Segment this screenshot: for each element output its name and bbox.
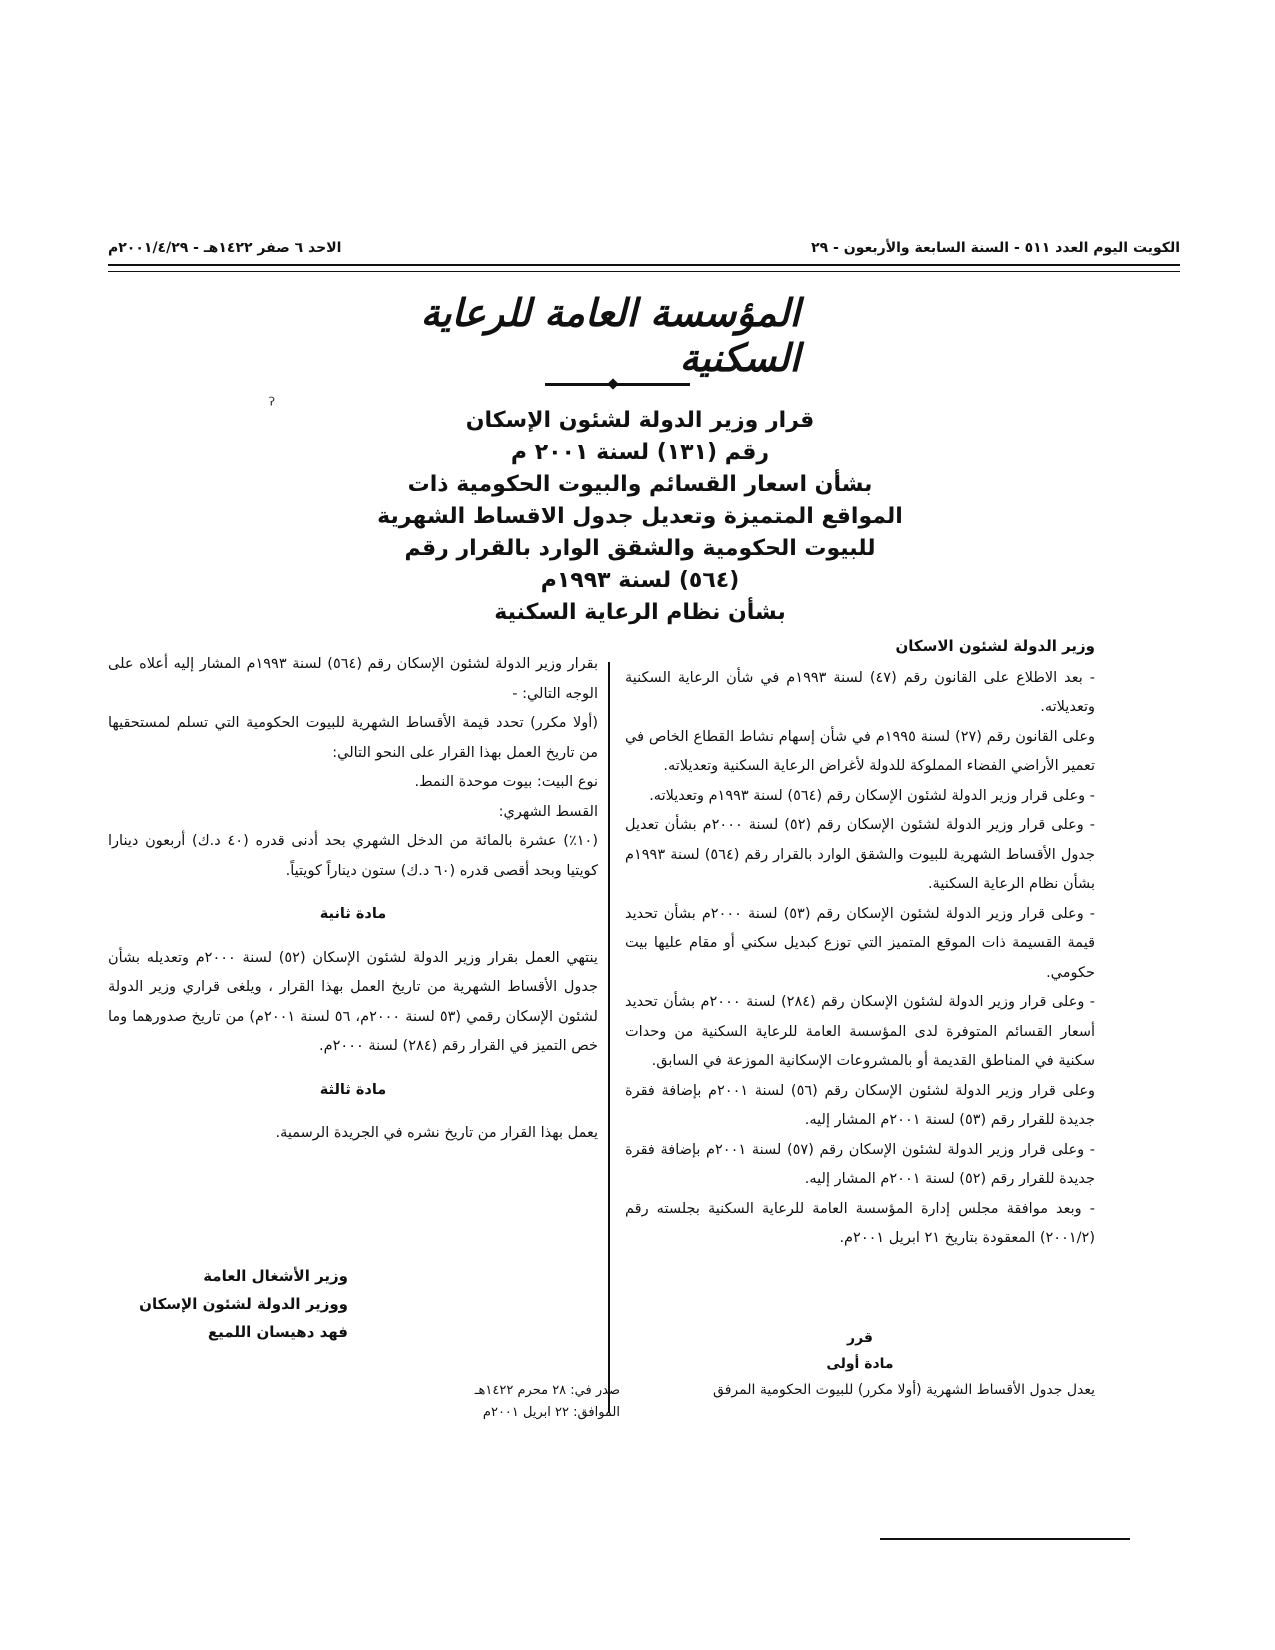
- signatory-title-2: ووزير الدولة لشئون الإسكان: [139, 1295, 348, 1313]
- preamble-paragraph: - وعلى قرار وزير الدولة لشئون الإسكان رقم (٥٣) لسنة ٢٠٠٠م بشأن تحديد قيمة القسيمة ذات الموقع المتميز التي توزع كبديل سكني أو مقام عليها بيت حكومي.: [625, 905, 1095, 981]
- margin-mark: ˀ: [268, 393, 276, 417]
- signatory-name: فهد دهيسان اللميع: [207, 1323, 348, 1341]
- minister-heading: وزير الدولة لشئون الاسكان: [895, 637, 1095, 655]
- signatory-title-1: وزير الأشغال العامة: [203, 1267, 348, 1285]
- preamble-paragraph: - بعد الاطلاع على القانون رقم (٤٧) لسنة ١٩٩٣م في شأن الرعاية السكنية وتعديلاته.: [625, 669, 1095, 715]
- title-line: للبيوت الحكومية والشقق الوارد بالقرار رقم: [404, 536, 876, 561]
- house-type: نوع البيت: بيوت موحدة النمط.: [414, 774, 598, 790]
- decision-block: [625, 1325, 1095, 1403]
- decree-title: [360, 405, 920, 629]
- bottom-rule: [880, 1538, 1130, 1540]
- issued-gregorian: الموافق: ٢٢ ابريل ٢٠٠١م: [482, 1405, 620, 1420]
- preamble-paragraph: - وعلى قرار وزير الدولة لشئون الإسكان رقم (٢٨٤) لسنة ٢٠٠٠م بشأن تحديد أسعار القسائم المتوفرة لدى المؤسسة العامة للرعاية السكنية من وحدات سكنية في المناطق القديمة أو بالمشروعات الإسكانية الموزعة في السابق.: [625, 994, 1095, 1069]
- title-line: بشأن اسعار القسائم والبيوت الحكومية ذات: [407, 472, 873, 497]
- header-issue-info: الكويت اليوم العدد ٥١١ - السنة السابعة والأربعون - ٢٩: [811, 240, 1180, 256]
- header-rule-thin: [108, 271, 1180, 272]
- preamble-paragraph: - وعلى قرار وزير الدولة لشئون الإسكان رقم (٥٢) لسنة ٢٠٠٠م بشأن تعديل جدول الأقساط الشهرية للبيوت والشقق الوارد بالقرار رقم (٥٦٤) لسنة ١٩٩٣م بشأن نظام الرعاية السكنية.: [625, 817, 1095, 892]
- left-column: [108, 650, 598, 1149]
- title-line: قرار وزير الدولة لشئون الإسكان: [465, 408, 815, 433]
- header-date: الاحد ٦ صفر ١٤٢٢هـ - ٢٠٠١/٤/٢٩م: [108, 240, 342, 256]
- title-divider: [545, 383, 690, 386]
- right-column: [625, 632, 1095, 1254]
- preamble-paragraph: - وعلى قرار وزير الدولة لشئون الإسكان رقم (٥٦٤) لسنة ١٩٩٣م وتعديلاته.: [649, 787, 1095, 804]
- installment-text: (١٠٪) عشرة بالمائة من الدخل الشهري بحد أدنى قدره (٤٠ د.ك) أربعون دينارا كويتيا وبحد أقصى قدره (٦٠ د.ك) ستون ديناراً كويتياً.: [108, 833, 598, 879]
- organization-calligraphy-title: المؤسسة العامة للرعاية السكنية: [420, 290, 800, 380]
- preamble-paragraph: - وعلى قرار وزير الدولة لشئون الإسكان رقم (٥٧) لسنة ٢٠٠١م بإضافة فقرة جديدة للقرار رقم (٥٢) لسنة ٢٠٠١م المشار إليه.: [625, 1141, 1095, 1187]
- article-2-text: ينتهي العمل بقرار وزير الدولة لشئون الإسكان (٥٢) لسنة ٢٠٠٠م وتعديله بشأن جدول الأقساط الشهرية من تاريخ العمل بهذا القرار ، ويلغى قراري وزير الدولة لشئون الإسكان رقمي (٥٣ لسنة ٢٠٠٠م، ٥٦ لسنة ٢٠٠١م) من تاريخ صدورهما وما خص التميز في القرار رقم (٢٨٤) لسنة ٢٠٠٠م.: [108, 949, 598, 1054]
- article-1-continuation: بقرار وزير الدولة لشئون الإسكان رقم (٥٦٤) لسنة ١٩٩٣م المشار إليه أعلاه على الوجه التالي: -: [108, 656, 599, 702]
- preamble-paragraph: - وبعد موافقة مجلس إدارة المؤسسة العامة للرعاية السكنية بجلسته رقم (٢٠٠١/٢) المعقودة بتاريخ ٢١ ابريل ٢٠٠١م.: [625, 1200, 1095, 1246]
- article-3-text: يعمل بهذا القرار من تاريخ نشره في الجريدة الرسمية.: [275, 1125, 598, 1141]
- title-line: بشأن نظام الرعاية السكنية: [494, 600, 786, 625]
- title-line: المواقع المتميزة وتعديل جدول الاقساط الشهرية: [377, 504, 903, 529]
- installment-label: القسط الشهري:: [498, 803, 598, 820]
- item-first-bis: (أولا مكرر) تحدد قيمة الأقساط الشهرية للبيوت الحكومية التي تسلم لمستحقيها من تاريخ العمل بهذا القرار على النحو التالي:: [108, 715, 598, 761]
- issued-hijri: صدر في: ٢٨ محرم ١٤٢٢هـ: [474, 1383, 620, 1398]
- decided-label: قرر: [847, 1330, 873, 1346]
- article-1-title: مادة أولى: [826, 1356, 894, 1372]
- title-line: رقم (١٣١) لسنة ٢٠٠١ م: [510, 440, 770, 465]
- preamble-paragraph: وعلى قرار وزير الدولة لشئون الإسكان رقم (٥٦) لسنة ٢٠٠١م بإضافة فقرة جديدة للقرار رقم (٥٣) لسنة ٢٠٠١م المشار إليه.: [625, 1082, 1095, 1128]
- article-2-title: مادة ثانية: [319, 906, 387, 922]
- page-header: [108, 240, 1180, 256]
- preamble-paragraph: وعلى القانون رقم (٢٧) لسنة ١٩٩٥م في شأن إسهام نشاط القطاع الخاص في تعمير الأراضي الفضاء المملوكة للدولة لأغراض الرعاية السكنية وتعديلاته.: [625, 728, 1095, 774]
- article-3-title: مادة ثالثة: [319, 1081, 387, 1098]
- article-1-text: يعدل جدول الأقساط الشهرية (أولا مكرر) للبيوت الحكومية المرفق: [713, 1382, 1095, 1398]
- header-rule: [108, 264, 1180, 266]
- column-divider: [608, 662, 610, 1412]
- title-line: (٥٦٤) لسنة ١٩٩٣م: [540, 568, 740, 593]
- issue-date-block: [420, 1380, 620, 1424]
- signature-block: [108, 1262, 348, 1346]
